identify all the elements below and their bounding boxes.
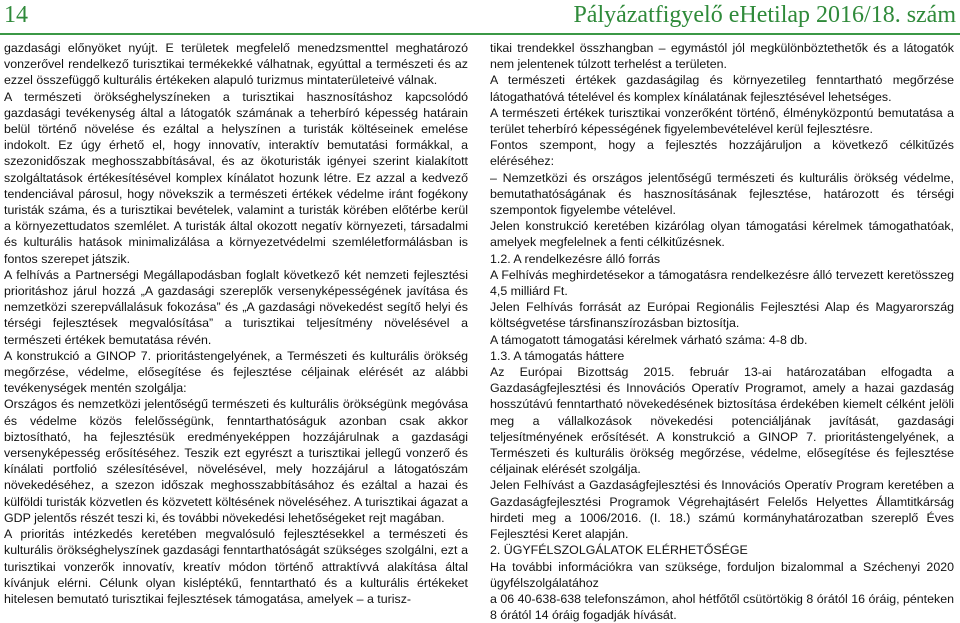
- paragraph-announcement: Jelen Felhívást a Gazdaságfejlesztési és Innovációs Operatív Program keretében a Gazdaságfejlesztési Programok Végrehajtásért Felelős Helyettes Államtitkárság hirdeti meg a 1006/2016. (I. 18.) számú kormányhatározatban szereplő Éves Fejlesztési Keret alapján.: [490, 478, 954, 542]
- paragraph-heritage-protection: Országos és nemzetközi jelentőségű természeti és kulturális örökségünk megóvása és védelme közös felelősségünk, fenntarthatóságuk azonban csak akkor biztosítható, ha fejlesztésük eredményeképpen hozzájárulnak a gazdasági versenyképesség erősítéséhez. Teszik ezt egyrészt a turisztikai jellegű vonzerő és kínálati portfolió szélesítésével, növelésével, mely hozzájárul a látogatószám növekedéséhez, a szezon időszak meghosszabbításához és ezáltal a hazai és külföldi turisták közvetlen és közvetett költésének növeléséhez. A turisztikai ágazat a GDP jelentős részét teszi ki, és további növekedési lehetőségeket rejt magában.: [4, 397, 468, 525]
- journal-title: Pályázatfigyelő eHetilap 2016/18. szám: [573, 2, 956, 28]
- paragraph-ginop: A konstrukció a GINOP 7. prioritástengelyének, a Természeti és kulturális örökség megőrzése, védelme, elősegítése és fejlesztése céljainak elérését az alábbi tevékenységek mentén szolgálja:: [4, 348, 468, 396]
- left-column: [4, 40, 468, 607]
- page-header: [0, 0, 960, 34]
- page-number: 14: [4, 2, 28, 28]
- paragraph-intro: gazdasági előnyöket nyújt. E területek megfelelő menedzsmenttel meghatározó vonzerővel rendelkező turisztikai termékekké válhatnak, egyúttal a természeti és az ezzel összefüggő kulturális értékeken alapuló turizmus mintaterületeivé válnak.: [4, 41, 468, 88]
- paragraph-sustainability: A természeti értékek gazdaságilag és környezetileg fenntartható megőrzése látogathatóvá tételével és komplex kínálatának fejlesztésével lehetséges.: [490, 73, 954, 104]
- paragraph-priority: A prioritás intézkedés keretében megvalósuló fejlesztésekkel a természeti és kulturális örökséghelyszínek gazdasági fenntarthatóságát szükséges szolgálni, ezt a turisztikai vonzerők innovatív, kreatív módon történő attraktívvá alakítása által kívánjuk elérni. Célunk olyan kisléptékű, fenntartható és a kulturális értékeket hitelesen bemutató turisztikai fejlesztések támogatása, amelyek – a turisz-: [4, 527, 468, 606]
- section-heading-funds: 1.2. A rendelkezésre álló forrás: [490, 251, 661, 266]
- paragraph-application-count: A támogatott támogatási kérelmek várható száma: 4-8 db.: [490, 332, 808, 347]
- section-heading-contact: 2. ÜGYFÉLSZOLGÁLATOK ELÉRHETŐSÉGE: [490, 543, 748, 558]
- paragraph-objective: Fontos szempont, hogy a fejlesztés hozzájáruljon a következő célkitűzés eléréséhez:: [490, 138, 954, 169]
- section-heading-background: 1.3. A támogatás háttere: [490, 348, 625, 363]
- paragraph-attraction: A természeti értékek turisztikai vonzerőként történő, élményközpontú bemutatása a terület teherbíró képességének figyelembevételével kerül fejlesztésre.: [490, 105, 954, 137]
- paragraph-heritage-sites: A természeti örökséghelyszíneken a turisztikai hasznosításhoz kapcsolódó gazdasági tevékenység által a látogatók számának a teherbíró képesség határain belül történő növelése és ezáltal a helyszínen a turisták költéseinek emelése indokolt. Ez úgy érhető el, hogy innovatív, interaktív bemutatási formákkal, a szezonidőszak meghosszabbításával, és az ökoturisták igényei szerint kialakított szolgáltatások értékesítésével komplex kínálatot hozunk létre. Ez azzal a kedvező tendenciával párosul, hogy növekszik a természeti értékek védelme iránt fogékony turisták száma, és a turisztikai bevételek, valamint a turisták körében előtérbe kerül a környezettudatos szemlélet. A turisták által okozott negatív környezeti, társadalmi és kulturális hatások minimalizálása a környezetvédelmi szemléletformálásban is fontos szerepet játszik.: [4, 89, 468, 266]
- objective-bullet: – Nemzetközi és országos jelentőségű természeti és kulturális örökség védelme, bemutathatóságának és hasznosításának fejlesztése, határozott és térségi szempontok figyelembe vételével.: [490, 170, 954, 218]
- paragraph-budget: A Felhívás meghirdetésekor a támogatásra rendelkezésre álló tervezett keretösszeg 4,5 milliárd Ft.: [490, 267, 954, 299]
- paragraph-phone: a 06 40-638-638 telefonszámon, ahol hétfőtől csütörtökig 8 órától 16 óráig, pénteken 8 órától 14 óráig fogadják hívását.: [490, 591, 954, 623]
- paragraph-partnership: A felhívás a Partnerségi Megállapodásban foglalt következő két nemzeti fejlesztési prioritáshoz járul hozzá „A gazdasági szereplők versenyképességének javítása és nemzetközi szerepvállalásuk fokozása” és „A gazdasági növekedést segítő helyi és térségi fejlesztések megvalósítása” a turisztikai teljesítmény növelésével a természeti értékek bemutatása révén.: [4, 267, 468, 347]
- paragraph-continued: tikai trendekkel összhangban – egymástól jól megkülönböztethetők és a látogatók nem jelentenek túlzott terhelést a területen.: [490, 41, 954, 72]
- paragraph-contact-intro: Ha további információkra van szüksége, forduljon bizalommal a Széchenyi 2020 ügyfélszolgálatához: [490, 559, 954, 590]
- header-divider: [0, 33, 960, 35]
- right-column: [490, 40, 954, 623]
- paragraph-funding-source: Jelen Felhívás forrását az Európai Regionális Fejlesztési Alap és Magyarország költségvetése társfinanszírozásban biztosítja.: [490, 300, 954, 331]
- paragraph-eligibility: Jelen konstrukció keretében kizárólag olyan támogatási kérelmek támogathatóak, amelyek megfelelnek a fenti célkitűzésnek.: [490, 219, 954, 250]
- paragraph-commission: Az Európai Bizottság 2015. február 13-ai határozatában elfogadta a Gazdaságfejlesztési és Innovációs Operatív Programot, amely a hazai gazdaság hosszútávú fenntartható növekedésének biztosítása érdekében kiemelt célként jelöli meg a vállalkozások növekedési potenciáljának javítását, gazdasági teljesítményének erősítését. A konstrukció a GINOP 7. prioritástengelyének, a Természeti és kulturális örökség megőrzése, védelme, elősegítése és fejlesztése céljainak elérését szolgálja.: [490, 365, 954, 477]
